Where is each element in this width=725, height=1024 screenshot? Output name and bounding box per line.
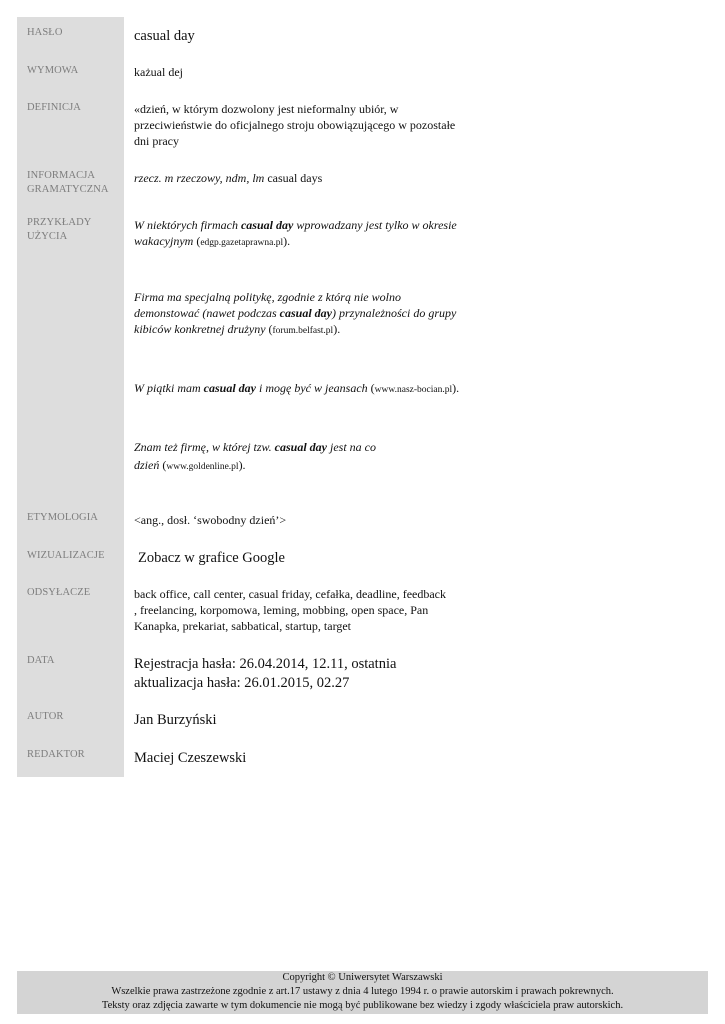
label-haslo: HASŁO [27, 27, 63, 38]
example-text: i mogę być w jeansach [256, 381, 371, 395]
example-line [134, 380, 459, 398]
definition-line: przeciwieństwie do oficjalnego stroju obowiązującego w pozostałe [134, 118, 456, 132]
label-data: DATA [27, 655, 55, 666]
example-source: www.nasz-bocian.pl [374, 385, 453, 395]
example-line [134, 217, 457, 233]
label-wymowa: WYMOWA [27, 65, 79, 76]
entry-dates [134, 655, 396, 693]
definition-line: dni pracy [134, 134, 179, 148]
cross-references [134, 586, 446, 634]
example-line [134, 233, 457, 251]
example-line [134, 438, 376, 456]
example-source: www.goldenline.pl [166, 462, 239, 472]
example-text: ) przynależności do grupy [332, 306, 457, 320]
label-autor: AUTOR [27, 711, 64, 722]
example-headword: casual day [274, 440, 328, 454]
label-line: UŻYCIA [27, 231, 68, 242]
example-text: Znam też firmę, w której tzw. [134, 440, 275, 454]
rights-line: Wszelkie prawa zastrzeżone zgodnie z art.17 ustawy z dnia 4 lutego 1994 r. o prawie autorskim i prawach pokrewnych. [111, 986, 614, 997]
example-line [134, 289, 456, 305]
google-images-link[interactable]: Zobacz w grafice Google [138, 550, 285, 566]
example-text: Firma ma specjalną politykę, zgodnie z którą nie wolno [134, 290, 401, 304]
label-informacja-gramatyczna [27, 169, 109, 197]
copyright-footer [17, 971, 708, 1014]
label-wizualizacje: WIZUALIZACJE [27, 550, 105, 561]
grammar-abbrev: rzecz. m rzeczowy, ndm, lm [134, 171, 265, 185]
example-text: wprowadzany jest tylko w okresie [293, 218, 457, 232]
pronunciation: każual dej [134, 65, 183, 79]
definition-line: «dzień, w którym dozwolony jest nieformalny ubiór, w [134, 102, 399, 116]
example-text: kibiców konkretnej drużyny [134, 322, 269, 336]
usage-example [134, 438, 376, 476]
grammar-plural: casual days [267, 171, 323, 185]
label-definicja: DEFINICJA [27, 102, 81, 113]
source-paren: ( [370, 381, 375, 395]
source-paren: ). [452, 381, 460, 395]
example-text: wakacyjnym [134, 234, 197, 248]
example-line [134, 305, 456, 321]
label-etymologia: ETYMOLOGIA [27, 512, 98, 523]
example-source: forum.belfast.pl [272, 326, 334, 336]
usage-example [134, 217, 457, 251]
label-line: INFORMACJA [27, 170, 96, 181]
date-line: aktualizacja hasła: 26.01.2015, 02.27 [134, 675, 350, 691]
example-headword: casual day [203, 381, 256, 395]
example-source: edgp.gazetaprawna.pl [200, 238, 284, 248]
example-headword: casual day [279, 306, 332, 320]
etymology: <ang., dosł. ‘swobodny dzień’> [134, 513, 287, 527]
example-line [134, 321, 456, 339]
copyright-line: Copyright © Uniwersytet Warszawski [282, 972, 443, 983]
editor: Maciej Czeszewski [134, 750, 247, 766]
example-text: W piątki mam [134, 381, 204, 395]
example-line [134, 456, 376, 476]
example-text: dzień [134, 458, 163, 472]
example-text: demonstować (nawet podczas [134, 306, 280, 320]
cross-reference-line: , freelancing, korpomowa, leming, mobbing, open space, Pan [134, 603, 429, 617]
cross-reference-line: Kanapka, prekariat, sabbatical, startup, target [134, 619, 352, 633]
example-text: jest na co [327, 440, 377, 454]
source-paren: ( [162, 458, 167, 472]
example-text: W niektórych firmach [134, 218, 241, 232]
usage-example [134, 289, 456, 339]
source-paren: ). [283, 234, 291, 248]
example-headword: casual day [240, 218, 294, 232]
author: Jan Burzyński [134, 712, 217, 728]
grammar-info [134, 170, 322, 186]
source-paren: ). [333, 322, 341, 336]
source-paren: ( [196, 234, 201, 248]
notice-line: Teksty oraz zdjęcia zawarte w tym dokumencie nie mogą być publikowane bez wiedzy i zgody właściciela praw autorskich. [101, 1000, 624, 1011]
label-line: GRAMATYCZNA [27, 184, 109, 195]
cross-reference-line: back office, call center, casual friday, cefałka, deadline, feedback [134, 587, 446, 601]
label-line: PRZYKŁADY [27, 217, 92, 228]
definition [134, 101, 455, 149]
headword: casual day [134, 28, 195, 44]
usage-example [134, 380, 459, 398]
label-redaktor: REDAKTOR [27, 749, 85, 760]
label-odsylacze: ODSYŁACZE [27, 587, 91, 598]
label-przyklady-uzycia [27, 216, 92, 244]
source-paren: ). [238, 458, 246, 472]
date-line: Rejestracja hasła: 26.04.2014, 12.11, ostatnia [134, 656, 397, 672]
source-paren: ( [268, 322, 273, 336]
